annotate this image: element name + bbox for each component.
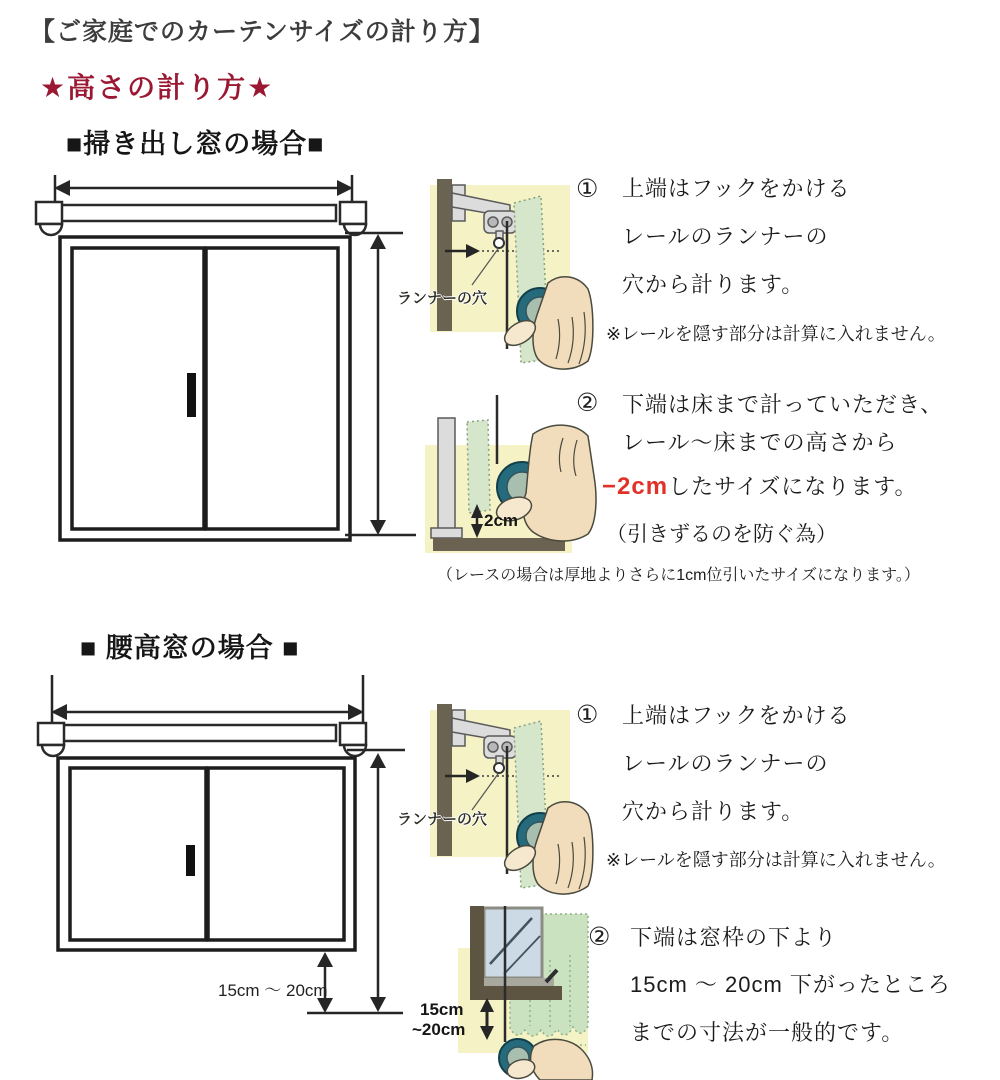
step1-number: ① [576,701,599,729]
wall-bar [437,704,452,856]
window-frame [60,237,350,540]
step1-note: ※レールを隠す部分は計算に入れません。 [606,324,946,344]
window-corner-illustration [408,900,598,1080]
step2-line: レール～床までの高さから [622,430,898,455]
window-handle [187,373,196,417]
step2-line: までの寸法が一般的です。 [630,1020,905,1045]
step1-line: 穴から計ります。 [622,272,805,297]
step1-number: ① [576,175,599,203]
step2-line: 下端は床まで計っていただき、 [622,392,944,417]
floor [433,538,565,551]
window-frame [58,758,355,950]
minus-2cm-highlight: −2cm [602,473,669,500]
runner-measure-illustration-1 [390,163,600,378]
step2-line: 下端は窓枠の下より [630,925,838,950]
step1-line: 上端はフックをかける [622,176,851,201]
runner-measure-illustration-2 [390,688,600,903]
step2-reason: （引きずるのを防ぐ為） [606,523,837,546]
step1-line: レールのランナーの [622,224,829,249]
section1-heading: ■掃き出し窓の場合■ [66,129,325,159]
curtain-hem [467,420,490,513]
gap-20cm-label: ~20cm [412,1020,466,1039]
runner-hole [494,763,504,773]
step2-number: ② [588,923,611,951]
height-measure-arrow [370,753,386,1012]
step2-line-highlight [602,470,918,501]
floor-measure-illustration [415,380,600,565]
waist-window-diagram [18,668,428,1018]
section2-heading: ■ 腰高窓の場合 ■ [80,633,300,663]
step1-note: ※レールを隠す部分は計算に入れません。 [606,850,946,870]
step1-line: 穴から計ります。 [622,799,805,824]
window-handle [186,845,195,876]
page-title: 【ご家庭でのカーテンサイズの計り方】 [30,18,495,46]
gap-2cm-label: 2cm [484,511,519,530]
gap-15cm-label: 15cm [420,1000,464,1019]
runner-hole [494,238,504,248]
runner-hole-label-2: ランナーの穴 [397,811,488,828]
lace-note: （レースの場合は厚地よりさらに1cm位引いたサイズになります。） [437,567,920,584]
step2-number: ② [576,389,599,417]
step2-line: 15cm ～ 20cm 下がったところ [630,972,951,997]
step1-line: レールのランナーの [622,751,829,776]
wall-bar [437,179,452,331]
runner-hole-label-1: ランナーの穴 [397,290,488,307]
floor-window-diagram [18,160,428,560]
height-measure-heading: ★高さの計り方★ [40,72,275,103]
step1-line: 上端はフックをかける [622,703,851,728]
curtain-rail [36,202,366,235]
after-highlight-text: したサイズになります。 [668,474,918,499]
below-sill-measure-label: 15cm ～ 20cm [218,981,328,1000]
curtain-rail [38,723,366,756]
